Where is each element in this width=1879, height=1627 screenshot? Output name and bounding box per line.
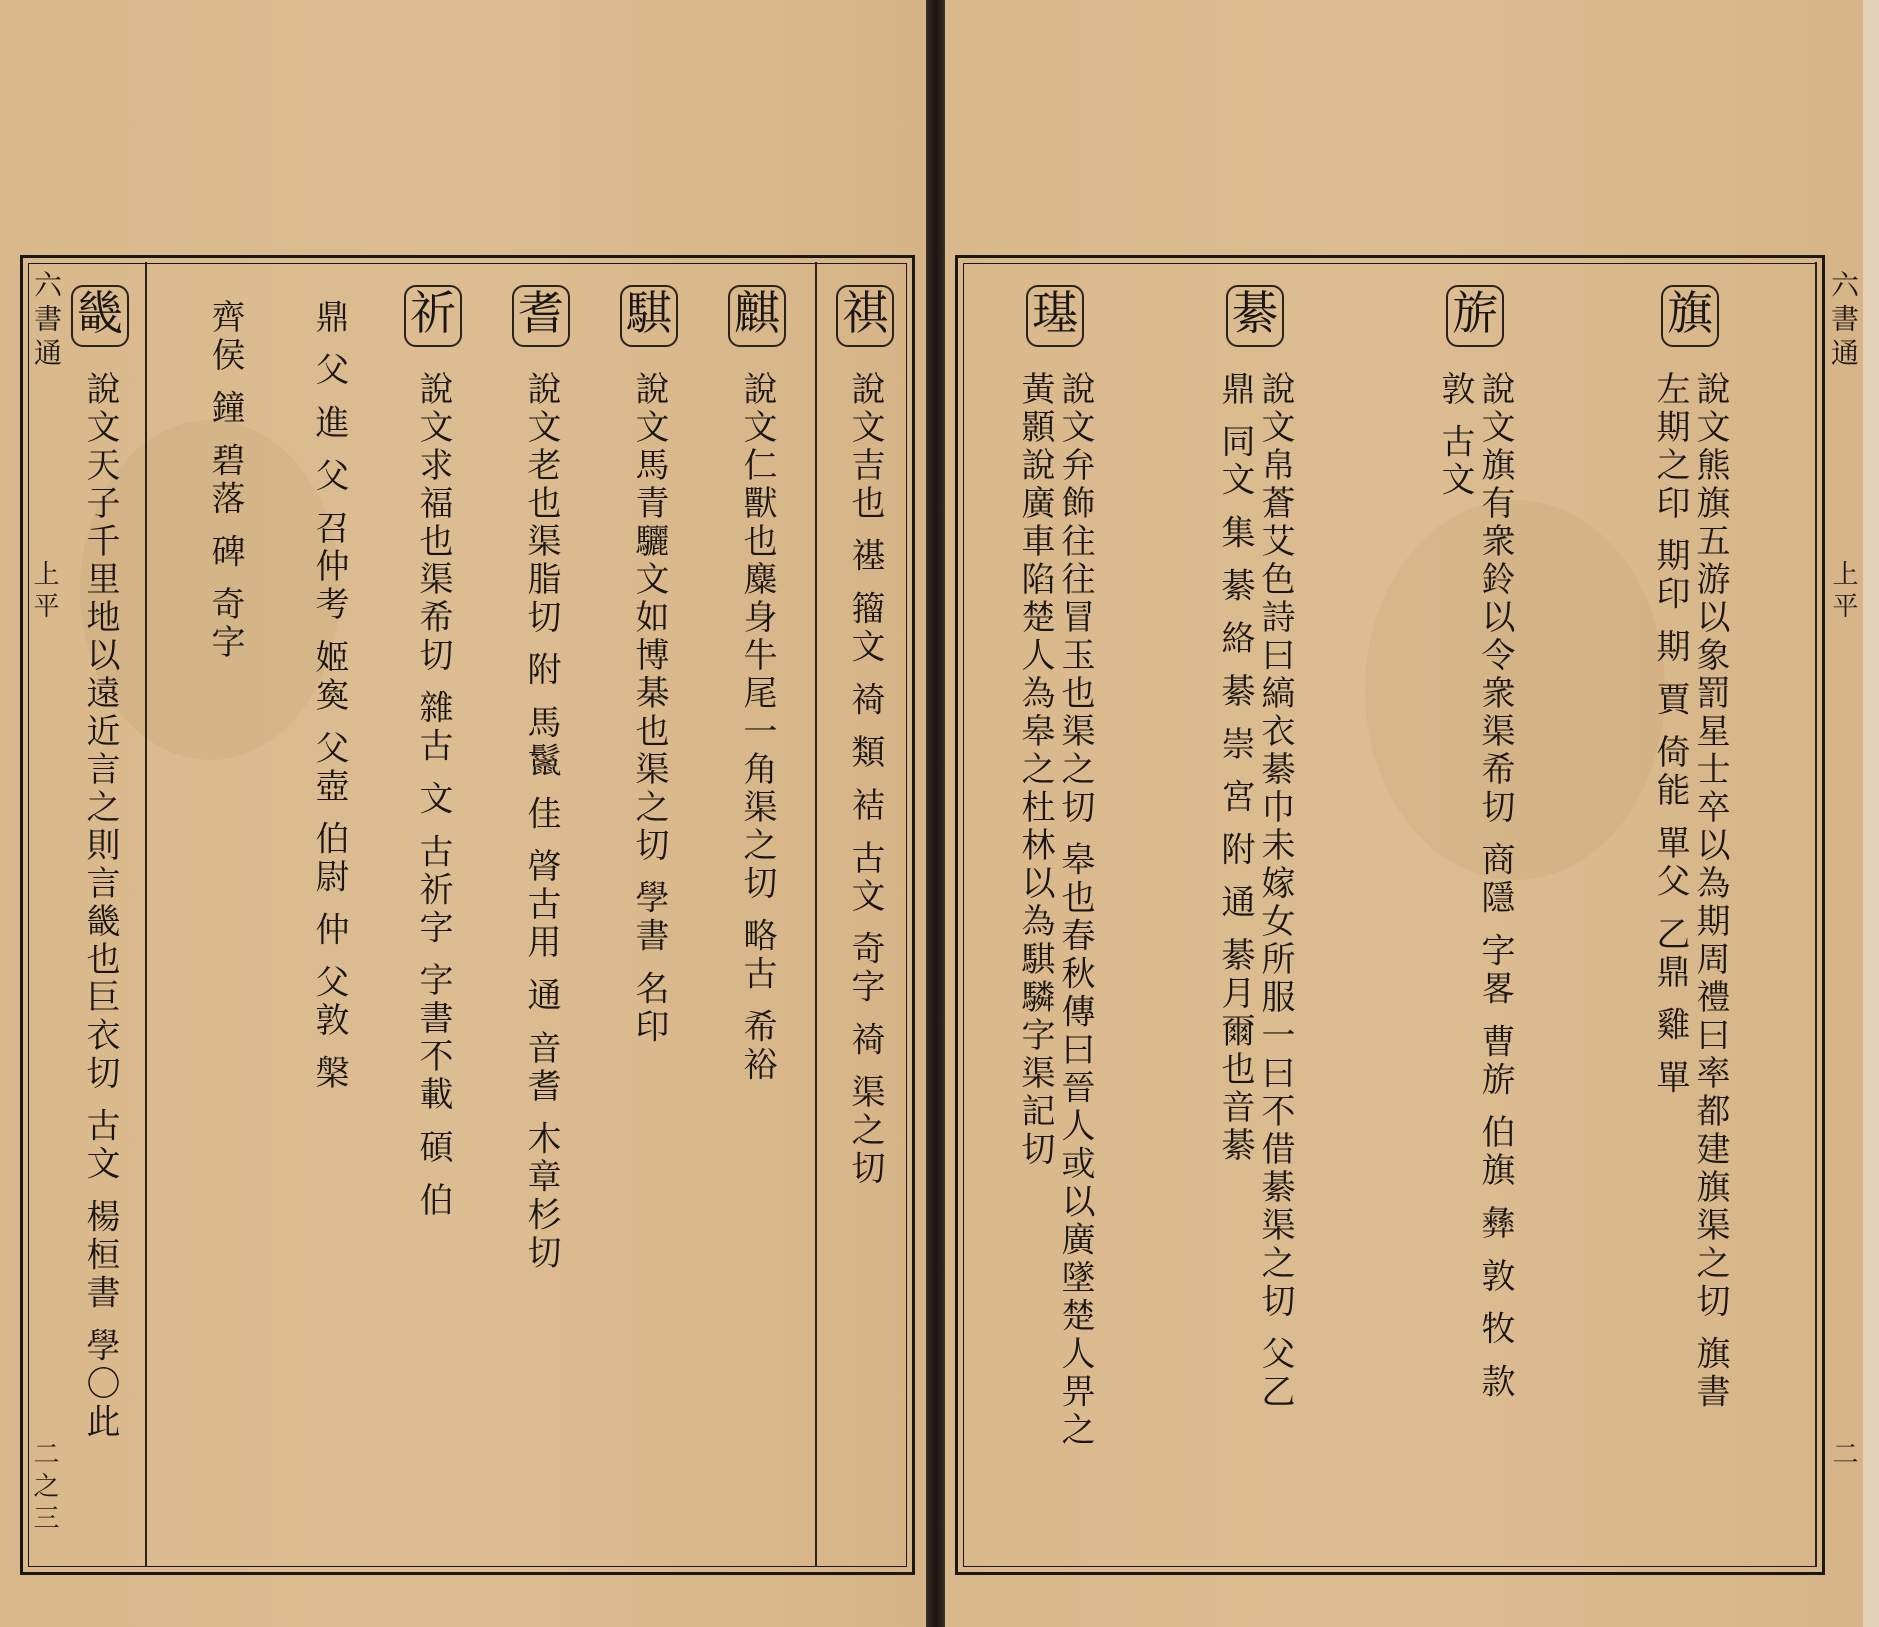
- page-edge: [1863, 0, 1879, 1627]
- entry-column: [604, 285, 694, 1560]
- column-rule: [1815, 262, 1817, 1567]
- right-page: [945, 0, 1879, 1627]
- entry-gloss: 說文吉也 禥 籀文 䄎 類 袺 古文 奇字 䄎 渠之切: [845, 371, 885, 1189]
- entry-gloss: 齊侯 鐘 碧落 碑 奇字: [205, 299, 245, 663]
- entry-gloss: 說文熊旗五游以象罰星士卒以為期周禮曰率都建旗渠之切 旗書 左期之印 期印 期 賈 倚能 單父 乙鼎 雞 單: [1650, 371, 1730, 1412]
- entry-column: [1375, 285, 1575, 1560]
- entry-gloss: 說文求福也渠希切 雜古 文 古祈字 字書不載 碩 伯: [413, 371, 453, 1220]
- entry-gloss: 說文天子千里地以遠近言之則言畿也巨衣切 古文 楊桓書 學〇此: [80, 371, 120, 1442]
- entry-column: [1585, 285, 1795, 1560]
- left-margin-title: 六書通: [30, 270, 63, 372]
- entry-gloss: 說文帛蒼艾色詩曰縞衣綦巾未嫁女所服一曰不借綦渠之切 父乙 鼎 同文 集 綦 絡 綦 崇 宮 附 通 綦月爾也音綦: [1215, 371, 1295, 1412]
- left-page: [0, 0, 926, 1627]
- right-margin-title: 六書通: [1827, 270, 1860, 372]
- entry-column: [1145, 285, 1365, 1560]
- column-rule: [815, 262, 817, 1567]
- entry-column: [820, 285, 910, 1560]
- entry-head: 耆: [512, 285, 570, 347]
- entry-gloss: 鼎 父 進 父 召仲考 姬寏 父壺 伯尉 仲 父敦 槃: [309, 299, 349, 1094]
- entry-column: [975, 285, 1135, 1560]
- entry-head: 祺: [836, 285, 894, 347]
- entry-gloss: 說文老也渠脂切 附 馬鬣 佳 䏿古用 通 音耆 木章杉切: [521, 371, 561, 1273]
- entry-head: 璂: [1026, 285, 1084, 347]
- entry-column: [284, 285, 374, 1560]
- entry-head: 騏: [620, 285, 678, 347]
- left-margin-tone: 上平: [29, 560, 59, 624]
- left-margin-folio: 二之三: [29, 1440, 59, 1536]
- right-margin-tone: 上平: [1828, 560, 1858, 624]
- entry-head: 旂: [1446, 285, 1504, 347]
- entry-head: 綦: [1226, 285, 1284, 347]
- entry-column: [60, 285, 140, 1560]
- entry-head: 畿: [71, 285, 129, 347]
- entry-column: [496, 285, 586, 1560]
- entry-column: [712, 285, 802, 1560]
- entry-gloss: 說文馬青驪文如博棊也渠之切 學書 名印: [629, 371, 669, 1047]
- entry-head: 麒: [728, 285, 786, 347]
- column-rule: [145, 262, 147, 1567]
- book-gutter: [926, 0, 945, 1627]
- entry-gloss: 說文仁獸也麋身牛尾一角渠之切 略古 希裕: [737, 371, 777, 1085]
- entry-gloss: 說文弁飾往往冒玉也渠之切 皋也春秋傳曰晉人或以廣墜楚人畀之黃顥說廣車陷楚人為皋之杜林以為騏驎字渠記切: [1015, 371, 1095, 1450]
- entry-column: [388, 285, 478, 1560]
- entry-head: 祈: [404, 285, 462, 347]
- right-margin-folio: 二: [1828, 1440, 1858, 1472]
- entry-column: [180, 285, 270, 1560]
- entry-head: 旗: [1661, 285, 1719, 347]
- entry-gloss: 說文旗有衆鈴以令衆渠希切 商隱 字畧 曹旂 伯旗 彝 敦 牧 款 敦 古文: [1435, 371, 1515, 1402]
